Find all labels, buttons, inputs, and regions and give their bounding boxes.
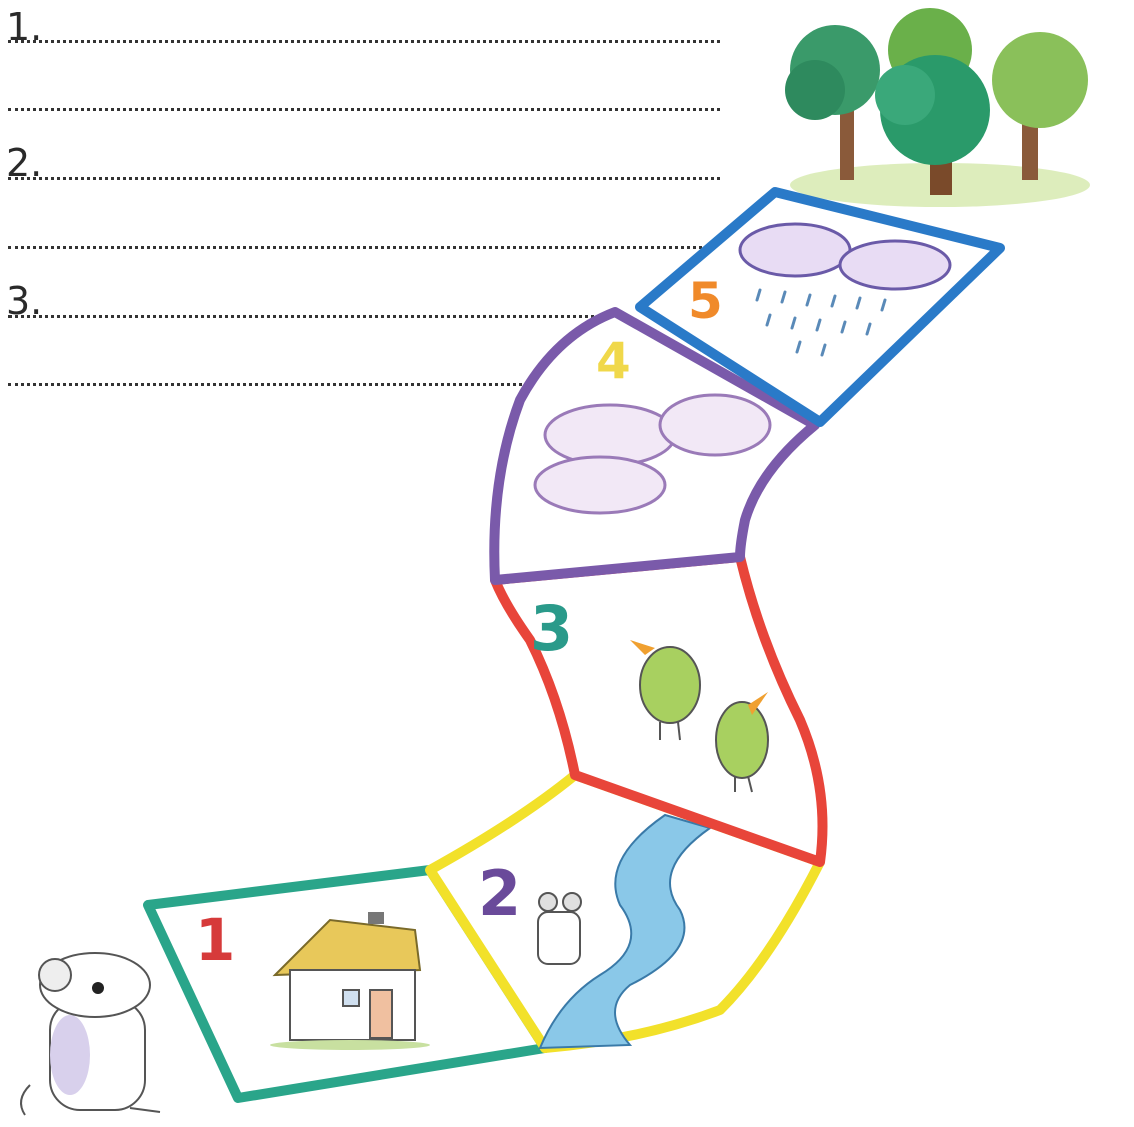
step-5-number: 5 bbox=[688, 272, 723, 330]
line-2-label: 2. bbox=[6, 141, 43, 185]
step-4-number: 4 bbox=[596, 332, 631, 390]
line-3-label: 3. bbox=[6, 279, 43, 323]
step-2-number: 2 bbox=[478, 857, 522, 930]
trees-icon bbox=[785, 8, 1090, 207]
step-3-number: 3 bbox=[530, 592, 574, 665]
step-1-number: 1 bbox=[195, 906, 236, 974]
line-1-label: 1. bbox=[6, 5, 43, 49]
mouse-icon bbox=[21, 953, 160, 1115]
